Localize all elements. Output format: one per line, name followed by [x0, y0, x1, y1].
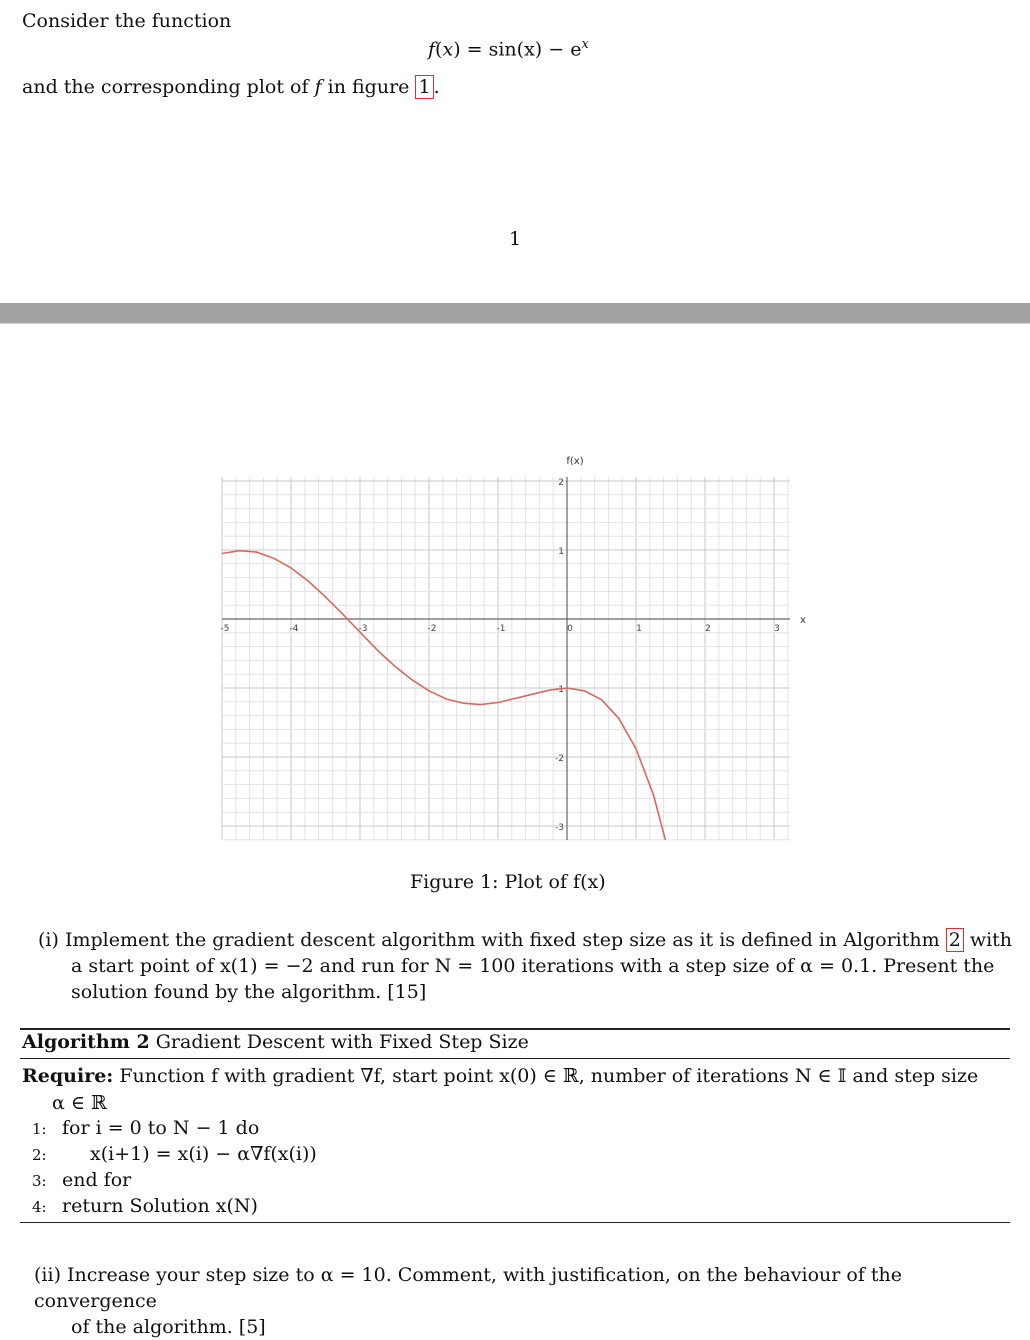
algorithm-require: Require: Function f with gradient ∇f, start point x(0) ∈ ℝ, number of iterations N ∈ 𝕀 and step size [22, 1065, 979, 1087]
figure-caption: Figure 1: Plot of f(x) [410, 871, 606, 893]
plot-reference-text: and the corresponding plot of f in figure 1 . [22, 76, 440, 98]
y-tick-label: -2 [555, 754, 564, 764]
y-axis-label: f(x) [566, 456, 584, 467]
algorithm-bottom-rule [20, 1222, 1010, 1223]
algorithm-2-link[interactable]: 2 [946, 928, 964, 952]
x-tick-label: 3 [774, 624, 780, 634]
x-tick-label: 2 [705, 624, 711, 634]
x-tick-label: -1 [496, 624, 506, 634]
intro-text: Consider the function [22, 10, 232, 32]
x-tick-label: -3 [358, 624, 368, 634]
y-tick-label: 1 [558, 547, 564, 557]
question-i: (i) Implement the gradient descent algorithm with fixed step size as it is defined in Algorithm 2 with a start point of x(1) = −2 and run for N = 100 iterations with a step size of α = 0.1. Present the solution found by the algorithm. [15] [38, 929, 1013, 1003]
function-plot [0, 440, 1030, 850]
y-tick-label: -1 [555, 685, 564, 695]
page-number: 1 [509, 228, 522, 250]
question-ii: (ii) Increase your step size to α = 10. Comment, with justification, on the behaviour of the convergence of the algorithm. [5] [34, 1264, 903, 1338]
algorithm-require-cont: α ∈ ℝ [52, 1092, 107, 1114]
function-curve [222, 551, 665, 840]
figure-1-link[interactable]: 1 [415, 75, 433, 99]
x-tick-label: -2 [427, 624, 437, 634]
x-tick-label: 1 [636, 624, 642, 634]
algorithm-line-1: 1: for i = 0 to N − 1 do [32, 1117, 260, 1139]
x-tick-label: -4 [289, 624, 299, 634]
x-tick-label: 0 [567, 624, 573, 634]
function-equation: $f(x) = \sin(x) - e^x$ [428, 37, 589, 61]
algorithm-top-rule [20, 1028, 1010, 1030]
x-axis-label: x [800, 615, 806, 626]
plot-grid [222, 477, 790, 840]
x-tick-label: -5 [220, 624, 230, 634]
algorithm-line-3: 3: end for [32, 1169, 132, 1191]
algorithm-line-4: 4: return Solution x(N) [32, 1195, 258, 1217]
page-separator [0, 303, 1030, 324]
y-tick-label: 2 [558, 478, 564, 488]
algorithm-title: Algorithm 2 Gradient Descent with Fixed Step Size [22, 1031, 529, 1053]
algorithm-line-2: 2: x(i+1) = x(i) − α∇f(x(i)) [32, 1143, 317, 1165]
algorithm-title-rule [20, 1058, 1010, 1059]
y-tick-label: -3 [555, 823, 564, 833]
